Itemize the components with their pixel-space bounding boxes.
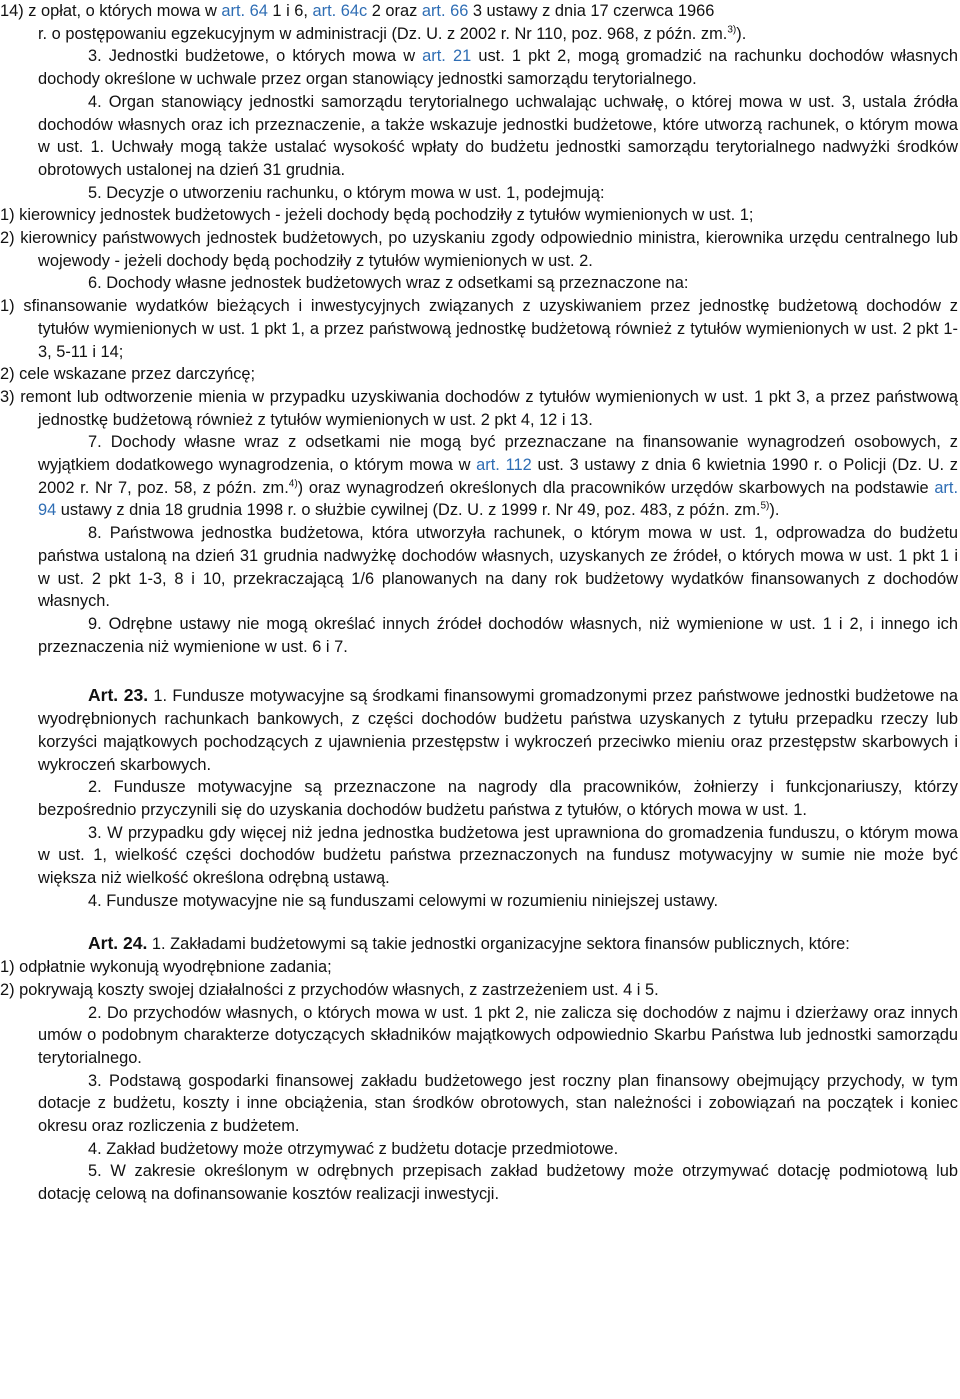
spacer <box>0 912 958 932</box>
footnote-ref-3[interactable]: 3) <box>727 24 737 36</box>
paragraph-3: 3. Jednostki budżetowe, o których mowa w art. 21 ust. 1 pkt 2, mogą gromadzić na rachunku dochodów własnych dochody określone w uchwale przez organ stanowiący jednostki samorządu terytorialnego. <box>38 47 958 89</box>
paragraph-6: 6. Dochody własne jednostek budżetowych wraz z odsetkami są przeznaczone na: <box>88 274 689 293</box>
article-24-para-4: 4. Zakład budżetowy może otrzymywać z budżetu dotacje przedmiotowe. <box>88 1139 619 1158</box>
article-23-para-2: 2. Fundusze motywacyjne są przeznaczone na nagrody dla pracowników, żołnierzy i funkcjonariuszy, którzy bezpośrednio przyczynili się do uzyskania dochodów budżetu państwa z tytułów, o których mowa w ust. 1. <box>38 778 958 819</box>
article-23-para-3: 3. W przypadku gdy więcej niż jedna jednostka budżetowa jest uprawniona do gromadzenia funduszu, o którym mowa w ust. 1, wielkość części dochodów budżetu państwa przeznaczonych na fundusz motywacyjny w sumie nie może być większa niż wielkość określona odrębną ustawą. <box>38 823 958 888</box>
list-item-14-cont: r. o postępowaniu egzekucyjnym w administracji (Dz. U. z 2002 r. Nr 110, poz. 968, z późn. zm.$^{3)}$). <box>38 24 747 43</box>
list-item-14: 14) z opłat, o których mowa w art. 64 1 i 6, art. 64c 2 oraz art. 66 3 ustawy z dnia 17 czerwca 1966 <box>0 2 715 20</box>
link-art-21[interactable]: art. 21 <box>422 47 472 66</box>
footnote-ref-5[interactable]: 5) <box>760 501 770 512</box>
link-art-64c[interactable]: art. 64c <box>312 2 368 20</box>
paragraph-6-item-1: 1) sfinansowanie wydatków bieżących i inwestycyjnych związanych z uzyskiwaniem przez jednostkę budżetową dochodów z tytułów wymienionych w ust. 1 pkt 1, a przez państwową jednostkę budżetową również z tytułów wymienionych w ust. 2 pkt 1-3, 5-11 i 14; <box>0 297 958 361</box>
paragraph-5-item-2: 2) kierownicy państwowych jednostek budżetowych, po uzyskaniu zgody odpowiednio ministra, kierownika urzędu centralnego lub wojewody - jeżeli dochody będą pochodziły z tytułów wymienionych w ust. 2. <box>0 229 958 270</box>
link-art-94[interactable]: art. 94 <box>38 478 958 520</box>
paragraph-5-item-1: 1) kierownicy jednostek budżetowych - jeżeli dochody będą pochodziły z tytułów wymienionych w ust. 1; <box>0 206 754 225</box>
link-art-64[interactable]: art. 64 <box>221 2 268 20</box>
article-24-para-3: 3. Podstawą gospodarki finansowej zakładu budżetowego jest roczny plan finansowy obejmujący przychody, w tym dotacje z budżetu, koszty i inne obciążenia, stan środków obrotowych, stan należności i zobowiązań na początek i koniec okresu oraz rozliczenia z budżetem. <box>38 1071 958 1136</box>
article-23-para-1: Art. 23. 1. Fundusze motywacyjne są środkami finansowymi gromadzonymi przez państwowe jednostki budżetowe na wyodrębnionych rachunkach bankowych, z części dochodów budżetu państwa uzyskanych z tytułu przepadku rzeczy lub korzyści majątkowych pochodzących z ujawnienia przestępstw i wykroczeń przeciwko mieniu oraz przestępstw skarbowych i wykroczeń skarbowych. <box>38 685 959 774</box>
article-24-para-1: Art. 24. 1. Zakładami budżetowymi są takie jednostki organizacyjne sektora finansów publicznych, które: <box>88 933 850 954</box>
paragraph-4: 4. Organ stanowiący jednostki samorządu terytorialnego uchwalając uchwałę, o której mowa w ust. 3, ustala źródła dochodów własnych oraz ich przeznaczenie, a także wskazuje jednostki budżetowe, które utworzą rachunek, o którym mowa w ust. 1. Uchwały mogą także ustalać wysokość wpłaty do budżetu jednostki samorządu terytorialnego nadwyżki środków obrotowych ustalonej na dzień 31 grudnia. <box>38 92 958 179</box>
article-24-para-5: 5. W zakresie określonym w odrębnych przepisach zakład budżetowy może otrzymywać dotację podmiotową lub dotację celową na dofinansowanie kosztów realizacji inwestycji. <box>38 1162 958 1204</box>
link-art-112[interactable]: art. 112 <box>476 456 532 475</box>
article-24-item-1: 1) odpłatnie wykonują wyodrębnione zadania; <box>0 958 332 977</box>
article-23-para-4: 4. Fundusze motywacyjne nie są funduszami celowymi w rozumieniu niniejszej ustawy. <box>88 891 719 910</box>
link-art-66[interactable]: art. 66 <box>421 2 469 20</box>
article-24-label: Art. 24. <box>88 933 148 954</box>
article-23-label: Art. 23. <box>88 685 149 706</box>
footnote-ref-4[interactable]: 4) <box>288 478 298 490</box>
paragraph-7: 7. Dochody własne wraz z odsetkami nie mogą być przeznaczane na finansowanie wynagrodzeń osobowych, z wyjątkiem dodatkowego wynagrodzenia, o którym mowa w art. 112 ust. 3 ustawy z dnia 6 kwietnia 1990 r. o Policji (Dz. U. z 2002 r. Nr 7, poz. 58, z późn. zm.$^{4)}$) oraz wynagrodzeń określonych dla pracowników urzędów skarbowych na podstawie art. 94 ustawy z dnia 18 grudnia 1998 r. o służbie cywilnej (Dz. U. z 1999 r. Nr 49, poz. 483, z późn. zm.$^{5)}$). <box>38 433 958 520</box>
paragraph-5: 5. Decyzje o utworzeniu rachunku, o którym mowa w ust. 1, podejmują: <box>88 183 605 202</box>
paragraph-6-item-3: 3) remont lub odtworzenie mienia w przypadku uzyskiwania dochodów z tytułów wymienionych w ust. 1 pkt 3, a przez państwową jednostkę budżetową również z tytułów wymienionych w ust. 2 pkt 4, 12 i 13. <box>0 387 958 429</box>
spacer <box>0 658 958 684</box>
paragraph-6-item-2: 2) cele wskazane przez darczyńcę; <box>0 365 256 384</box>
paragraph-8: 8. Państwowa jednostka budżetowa, która utworzyła rachunek, o którym mowa w ust. 1, odprowadza do budżetu państwa ustaloną na dzień 31 grudnia nadwyżkę dochodów własnych, uzyskanych ze źródeł, o których mowa w ust. 1 pkt 1 i w ust. 2 pkt 1-3, 8 i 10, przekraczającą 1/6 planowanych na dany rok budżetowy wydatków finansowanych z dochodów własnych. <box>38 524 958 611</box>
article-24-para-2: 2. Do przychodów własnych, o których mowa w ust. 1 pkt 2, nie zalicza się dochodów z najmu i dzierżawy oraz innych umów o podobnym charakterze dotyczących składników majątkowych odpowiednio Skarbu Państwa lub jednostki samorządu terytorialnego. <box>38 1003 958 1067</box>
article-24-item-2: 2) pokrywają koszty swojej działalności z przychodów własnych, z zastrzeżeniem ust. 4 i 5. <box>0 980 659 999</box>
paragraph-9: 9. Odrębne ustawy nie mogą określać innych źródeł dochodów własnych, niż wymienione w ust. 1 i 2, i innego ich przeznaczenia niż wymienione w ust. 6 i 7. <box>38 614 958 656</box>
